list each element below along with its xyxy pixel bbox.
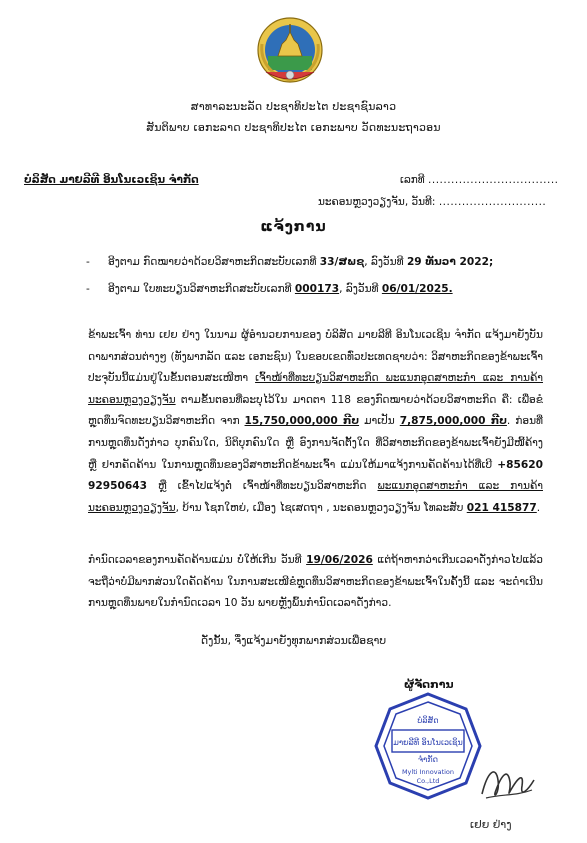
document-number	[400, 174, 559, 186]
signature-icon	[478, 760, 538, 806]
national-motto-line-1: ສາທາລະນະລັດ ປະຊາທິປະໄຕ ປະຊາຊົນລາວ	[190, 100, 397, 113]
notice-paragraph-2: ກຳນົດເວລາຂອງການຄັດຄ້ານແມ່ນ ບໍ່ໃຫ້ເກີນ ວັນທີ 19/06/2026 ແຕ່ຖ້າຫາກວ່າເກີນເວລາດັ່ງກ່າວໄປແລ້ວຈະຖືວ່າບໍ່ມີພາກສ່ວນໃດຄັດຄ້ານ ໃນການສະເໜີຂໍຫຼຸດທຶນວິສາຫະກິດຂອງຂ້າພະເຈົ້າໃນຄັ້ງນີ້ ແລະ ຈະດຳເນີນການຫຼຸດທຶນພາຍໃນກຳນົດເວລາ 10 ວັນ ພາຍຫຼັງພົ້ນກຳນົດເວລາດັ່ງກ່າວ.	[88, 554, 543, 610]
stamp-text-en-2: Co.,Ltd	[416, 777, 440, 785]
lao-national-emblem-icon	[252, 10, 328, 86]
notice-paragraph-1: ຂ້າພະເຈົ້າ ທ່ານ ເຢຍ ຢ່າງ ໃນນາມ ຜູ້ອຳນວຍການຂອງ ບໍລິສັດ ມາຍລີທີ ອິນໂນເວເຊິນ ຈຳກັດ ແຈ້ງມາຍັງບັນ ດາພາກສ່ວນຕ່າງໆ (ທັງພາກລັດ ແລະ ເອກະຊົນ) ໃນຂອບເຂດທົ່ວປະເທດຊາບວ່າ: ວິສາຫະກິດຂອງຂ້າພະເຈົ້າ ປະຈຸບັນນີ້ແມ່ນຢູ່ໃນຂັ້ນຕອນສະເໜີຫາ ເຈົ້າໜ້າທີ່ທະບຽນວິສາຫະກິດ ພະແນກອຸດສາຫະກຳ ແລະ ການຄ້າ ນະຄອນຫຼວງວຽງຈັນ ຕາມຂັ້ນຕອນທີ່ລະບຸໄວ້ໃນ ມາດຕາ 118 ຂອງກົດໝາຍວ່າດ້ວຍວິສາຫະກິດ ຄື: ເພື່ອຂໍຫຼຸດທຶນຈົດທະບຽນວິສາຫະກິດ ຈາກ 15,750,000,000 ກີບ ມາເປັນ 7,875,000,000 ກີບ. ກ່ອນທີ່ການຫຼຸດທຶນດັ່ງກ່າວ ບຸກຄົນໃດ, ນິຕິບຸກຄົນໃດ ຫຼື ອົງການຈັດຕັ້ງໃດ ທີ່ວິສາຫະກິດຂອງຂ້າພະເຈົ້າຍັງມີໜີ້ຄ້າງ ຫຼື ຢາກຄັດຄ້ານ ໃນການຫຼຸດທຶນຂອງວິສາຫະກິດຂ້າພະເຈົ້າ ແມ່ນໃຫ້ມາແຈ້ງການຄັດຄ້ານໄດ້ທີ່ເບີ +85620 92950643 ຫຼື ເຂົ້າໄປແຈ້ງຕໍ່ ເຈົ້າໜ້າທີ່ທະບຽນວິສາຫະກິດ ພະແນກອຸດສາຫະກຳ ແລະ ການຄ້າ ນະຄອນຫຼວງວຽງຈັນ, ບ້ານ ໂຊກໃຫຍ່, ເມືອງ ໄຊເສດຖາ , ນະຄອນຫຼວງວຽງຈັນ ໂທລະສັບ 021 415877.	[88, 329, 544, 514]
signer-role: ຜູ້ຈັດການ	[404, 678, 454, 691]
company-stamp-icon	[372, 690, 484, 802]
date-dots: ............................	[438, 196, 547, 208]
reference-item: - ອີງຕາມ ໃບທະບຽນວິສາຫະກິດສະບັບເລກທີ 000173, ລົງວັນທີ 06/01/2025.	[86, 283, 453, 295]
number-dots: ..................................	[428, 174, 559, 186]
place-date	[318, 196, 546, 208]
stamp-text-lo-1: ບໍລິສັດ	[417, 716, 439, 725]
company-name: ບໍລິສັດ ມາຍລີທີ ອິນໂນເວເຊິນ ຈຳກັດ	[24, 174, 199, 186]
number-label: ເລກທີ	[400, 174, 425, 186]
stamp-text-en-1: Mylti Innovation	[401, 768, 455, 776]
place-date-label: ນະຄອນຫຼວງວຽງຈັນ, ວັນທີ:	[318, 196, 436, 208]
national-motto-line-2: ສັນຕິພາບ ເອກະລາດ ປະຊາທິປະໄຕ ເອກະພາບ ວັດທະນະຖາວອນ	[146, 121, 441, 134]
closing-line: ດັ່ງນັ້ນ, ຈຶ່ງແຈ້ງມາຍັງທຸກພາກສ່ວນເພື່ອຊາບ	[200, 634, 387, 647]
notice-title: ແຈ້ງການ	[260, 219, 327, 235]
signer-name: ເຢຍ ຢ່າງ	[470, 818, 512, 831]
reference-item: - ອີງຕາມ ກົດໝາຍວ່າດ້ວຍວິສາຫະກິດສະບັບເລກທີ 33/ສພຊ, ລົງວັນທີ 29 ທັນວາ 2022;	[86, 256, 494, 268]
stamp-text-lo-2: ມາຍລີທີ ອິນໂນເວເຊິນ	[393, 738, 463, 747]
stamp-text-lo-3: ຈຳກັດ	[417, 755, 439, 764]
